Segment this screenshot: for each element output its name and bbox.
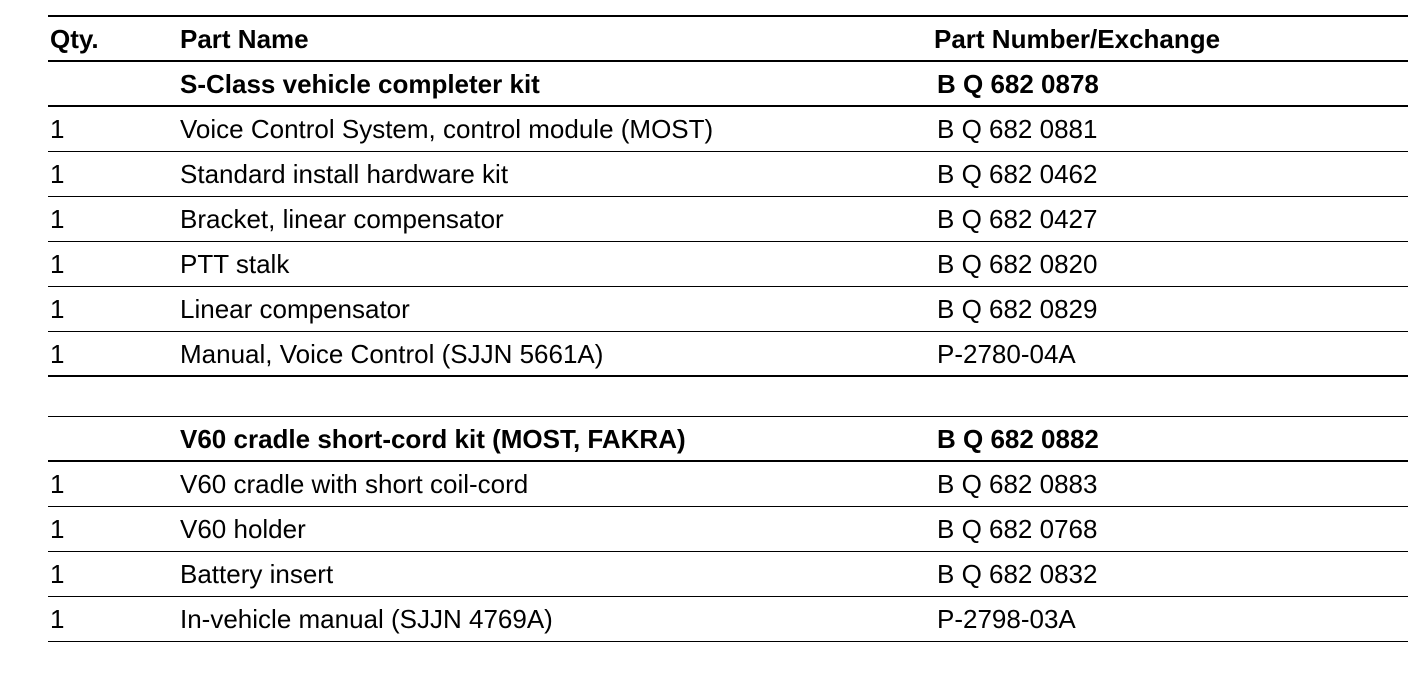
item-name: Manual, Voice Control (SJJN 5661A) (180, 338, 604, 369)
item-qty: 1 (50, 469, 65, 499)
table-row (48, 552, 1408, 597)
item-part-number: P-2780-04A (937, 338, 1076, 369)
part-number-column-header: Part Number/Exchange (934, 23, 1221, 54)
item-name: Bracket, linear compensator (180, 204, 504, 234)
table-row (48, 197, 1408, 242)
item-part-number: B Q 682 0829 (937, 294, 1098, 324)
item-qty: 1 (50, 114, 65, 144)
item-qty: 1 (50, 159, 65, 189)
item-part-number: B Q 682 0883 (937, 469, 1098, 499)
kit-part-number: B Q 682 0878 (937, 68, 1099, 99)
part-name-column-header: Part Name (180, 23, 309, 54)
kit-part-number: B Q 682 0882 (937, 423, 1099, 454)
group-spacer (48, 377, 1408, 417)
table-row (48, 107, 1408, 152)
item-part-number: B Q 682 0427 (937, 204, 1098, 234)
table-row (48, 242, 1408, 287)
kit-header-row (48, 417, 1408, 462)
table-row (48, 597, 1408, 642)
item-qty: 1 (50, 514, 65, 544)
table-row (48, 287, 1408, 332)
qty-column-header: Qty. (50, 23, 99, 54)
kit-header-row (48, 62, 1408, 107)
table-row (48, 507, 1408, 552)
item-part-number: B Q 682 0820 (937, 249, 1098, 279)
kit-name: V60 cradle short-cord kit (MOST, FAKRA) (180, 423, 686, 454)
item-qty: 1 (50, 204, 65, 234)
item-name: In-vehicle manual (SJJN 4769A) (180, 604, 553, 634)
parts-table (48, 15, 1408, 642)
item-part-number: B Q 682 0832 (937, 559, 1098, 589)
item-name: Battery insert (180, 559, 334, 589)
item-part-number: B Q 682 0881 (937, 114, 1098, 144)
item-qty: 1 (50, 559, 65, 589)
item-name: Standard install hardware kit (180, 159, 509, 189)
item-part-number: B Q 682 0462 (937, 159, 1098, 189)
item-qty: 1 (50, 294, 65, 324)
kit-name: S-Class vehicle completer kit (180, 68, 540, 99)
table-row (48, 462, 1408, 507)
item-qty: 1 (50, 338, 65, 369)
item-name: Voice Control System, control module (MOST) (180, 114, 714, 144)
item-name: V60 holder (180, 514, 306, 544)
table-row (48, 332, 1408, 377)
table-header (48, 15, 1408, 62)
item-qty: 1 (50, 604, 65, 634)
item-name: V60 cradle with short coil-cord (180, 469, 529, 499)
item-name: PTT stalk (180, 249, 290, 279)
item-name: Linear compensator (180, 294, 410, 324)
item-qty: 1 (50, 249, 65, 279)
item-part-number: B Q 682 0768 (937, 514, 1098, 544)
table-row (48, 152, 1408, 197)
item-part-number: P-2798-03A (937, 604, 1076, 634)
